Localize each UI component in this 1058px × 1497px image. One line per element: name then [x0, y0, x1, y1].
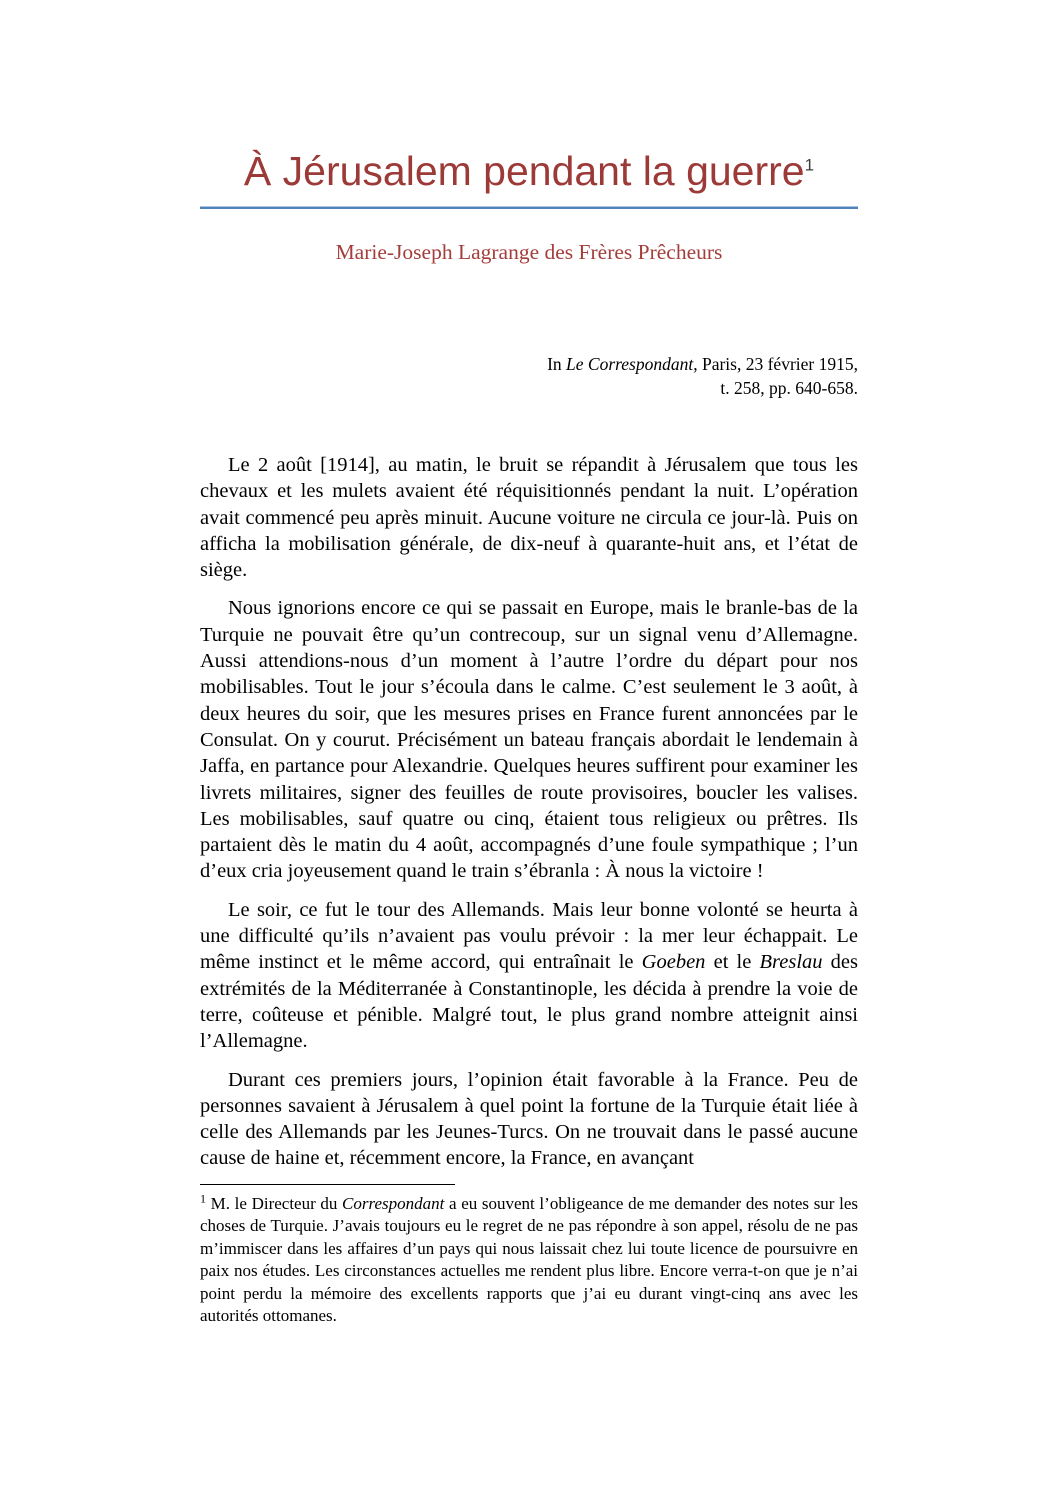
- body-paragraph: Durant ces premiers jours, l’opinion était favorable à la France. Peu de personnes savaient à Jérusalem à quel point la fortune de la Turquie était liée à celle des Allemands par les Jeunes-Turcs. On ne trouvait dans le passé aucune cause de haine et, récemment encore, la France, en avançant: [200, 1068, 858, 1170]
- citation: In Le Correspondant, Paris, 23 février 1915, t. 258, pp. 640-658.: [547, 354, 858, 398]
- footnote: [200, 1193, 858, 1328]
- article-body: [200, 452, 858, 1172]
- footnote-text: M. le Directeur du Correspondant a eu souvent l’obligeance de me demander des notes sur les choses de Turquie. J’avais toujours eu le regret de ne pas répondre à son appel, résolu de ne pas m’immiscer dans les affaires d’un pays qui nous laissait chez lui toute licence de poursuivre en paix nos études. Les circonstances actuelles me rendent plus libre. Encore verra-t-on que je n’ai point perdu la mémoire des excellents rapports que j’ai eu durant vingt-cinq ans avec les autorités ottomanes.: [200, 1193, 858, 1326]
- title-underline-rule: [200, 206, 858, 209]
- document-title-text: À Jérusalem pendant la guerre: [243, 148, 805, 194]
- document-subtitle: Marie-Joseph Lagrange des Frères Prêcheurs: [335, 240, 723, 264]
- document-title: [200, 146, 858, 196]
- title-footnote-ref: 1: [804, 155, 815, 175]
- body-paragraph: Nous ignorions encore ce qui se passait en Europe, mais le branle-bas de la Turquie ne pouvait être qu’un contrecoup, sur un signal venu d’Allemagne. Aussi attendions-nous d’un moment à l’autre l’ordre du départ pour nos mobilisables. Tout le jour s’écoula dans le calme. C’est seulement le 3 août, à deux heures du soir, que les mesures prises en France furent annoncées par le Consulat. On y courut. Précisément un bateau français abordait le lendemain à Jaffa, en partance pour Alexandrie. Quelques heures suffirent pour examiner les livrets militaires, signer des feuilles de route provisoires, boucler les valises. Les mobilisables, sauf quatre ou cinq, étaient tous religieux ou prêtres. Ils partaient dès le matin du 4 août, accompagnés d’une foule sympathique ; l’un d’eux cria joyeusement quand le train s’ébranla : À nous la victoire !: [200, 597, 858, 883]
- body-paragraph: Le soir, ce fut le tour des Allemands. Mais leur bonne volonté se heurta à une difficulté qu’ils n’avaient pas voulu prévoir : la mer leur échappait. Le même instinct et le même accord, qui entraînait le Goeben et le Breslau des extrémités de la Méditerranée à Constantinople, les décida à prendre la voie de terre, coûteuse et pénible. Malgré tout, le plus grand nombre atteignit ainsi l’Allemagne.: [200, 898, 858, 1053]
- body-paragraph: Le 2 août [1914], au matin, le bruit se répandit à Jérusalem que tous les chevaux et les mulets avaient été réquisitionnés pendant la nuit. L’opération avait commencé peu après minuit. Aucune voiture ne circula ce jour-là. Puis on afficha la mobilisation générale, de dix-neuf à quarante-huit ans, et l’état de siège.: [200, 454, 858, 582]
- footnote-separator: [200, 1184, 455, 1185]
- footnote-marker: 1: [200, 1191, 206, 1206]
